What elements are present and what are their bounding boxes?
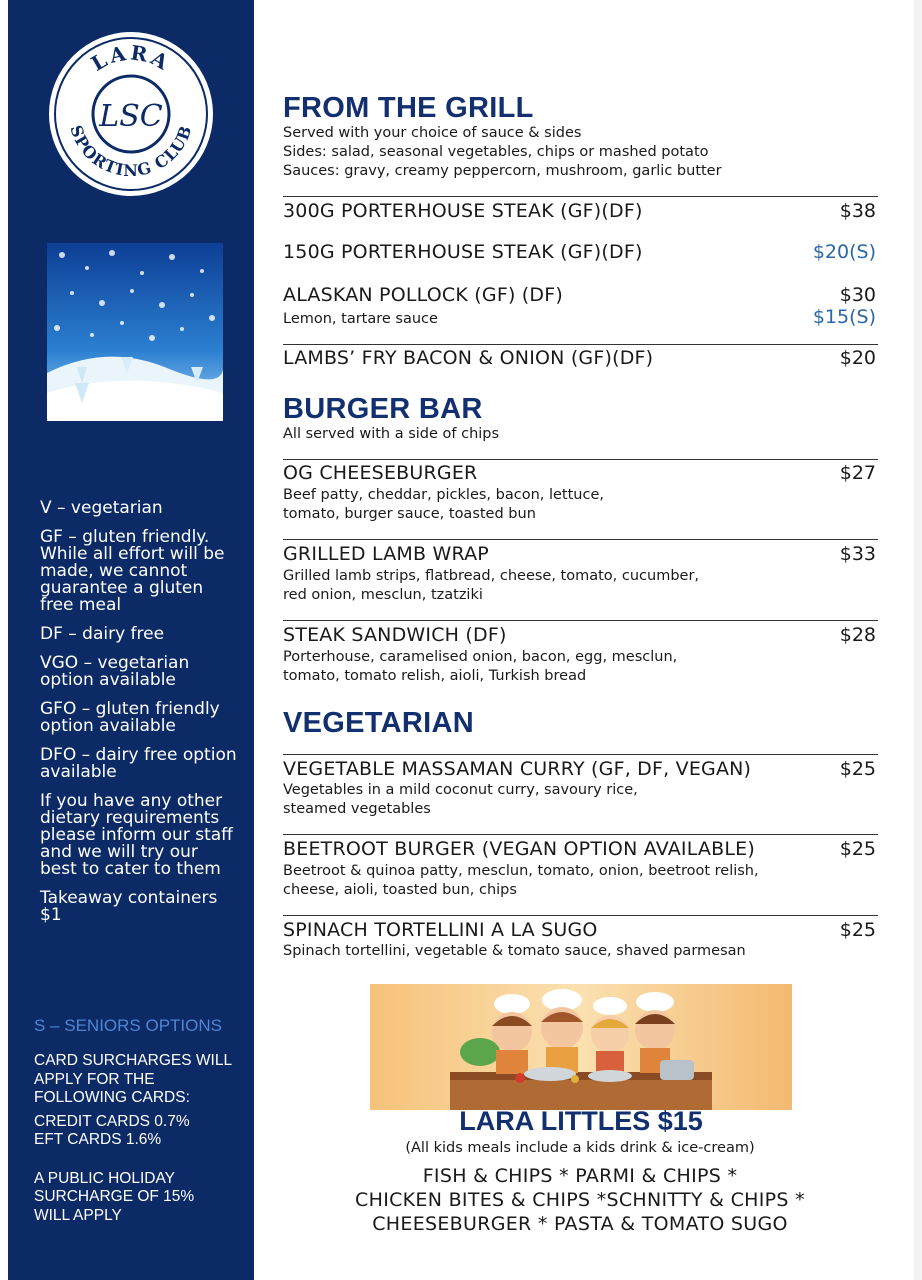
- menu-item-price: $25: [839, 758, 876, 780]
- menu-item-description: Spinach tortellini, vegetable & tomato sauce, shaved parmesan: [283, 943, 746, 959]
- divider: [283, 620, 878, 621]
- legend-item: Takeaway containers $1: [40, 888, 218, 925]
- legend-item: VGO – vegetarian option available: [40, 653, 190, 690]
- divider: [283, 344, 878, 345]
- divider: [283, 196, 878, 197]
- legend-item: If you have any other dietary requirements please inform our staff and we will try our best to cater to them: [40, 791, 233, 879]
- surcharge-credit: CREDIT CARDS 0.7%: [34, 1112, 190, 1130]
- kids-menu-line: FISH & CHIPS * PARMI & CHIPS *: [422, 1165, 738, 1187]
- menu-item-name: LAMBS’ FRY BACON & ONION (GF)(DF): [283, 347, 654, 369]
- menu-item-name: BEETROOT BURGER (VEGAN OPTION AVAILABLE): [283, 838, 755, 860]
- divider: [283, 915, 878, 916]
- seniors-options-note: S – SENIORS OPTIONS: [34, 1016, 222, 1035]
- burger-sub: All served with a side of chips: [283, 426, 500, 442]
- kids-menu-title: LARA LITTLES $15: [459, 1106, 703, 1136]
- menu-item-description: Beef patty, cheddar, pickles, bacon, lettuce,: [283, 487, 604, 503]
- divider: [283, 754, 878, 755]
- page-edge: [914, 0, 922, 1280]
- menu-item-description: Porterhouse, caramelised onion, bacon, egg, mesclun,: [283, 649, 678, 665]
- kids-menu-line: CHEESEBURGER * PASTA & TOMATO SUGO: [372, 1213, 788, 1235]
- menu-item-description: tomato, burger sauce, toasted bun: [283, 506, 536, 522]
- surcharge-eft: EFT CARDS 1.6%: [34, 1131, 162, 1148]
- kids-menu-note: (All kids meals include a kids drink & ice-cream): [405, 1140, 755, 1156]
- section-title-grill: FROM THE GRILL: [283, 92, 534, 124]
- section-title-vegetarian: VEGETARIAN: [283, 707, 474, 739]
- menu-item-description: red onion, mesclun, tzatziki: [283, 587, 483, 603]
- logo-top-text: LARA: [87, 40, 175, 76]
- grill-sub-serve: Served with your choice of sauce & sides: [283, 125, 582, 141]
- surcharge-notice: [34, 1052, 234, 1230]
- menu-item-name: OG CHEESEBURGER: [283, 462, 478, 484]
- grill-sub-sides: Sides: salad, seasonal vegetables, chips or mashed potato: [283, 144, 709, 160]
- menu-item-name: GRILLED LAMB WRAP: [283, 543, 489, 565]
- menu-item-name: SPINACH TORTELLINI A LA SUGO: [283, 919, 598, 941]
- menu-item-name: VEGETABLE MASSAMAN CURRY (GF, DF, VEGAN): [283, 758, 752, 780]
- winter-scene-image: [47, 243, 223, 421]
- divider: [283, 459, 878, 460]
- legend-item: DFO – dairy free option available: [40, 745, 237, 782]
- menu-item-name: 300G PORTERHOUSE STEAK (GF)(DF): [283, 200, 643, 222]
- surcharge-holiday: A PUBLIC HOLIDAY SURCHARGE OF 15% WILL APPLY: [34, 1169, 195, 1224]
- legend-item: DF – dairy free: [40, 624, 165, 644]
- menu-item-name: ALASKAN POLLOCK (GF) (DF): [283, 284, 563, 306]
- legend-item: V – vegetarian: [40, 498, 163, 518]
- menu-item-price: $20: [839, 347, 876, 369]
- menu-item-description: steamed vegetables: [283, 801, 431, 817]
- menu-item-price: $38: [839, 200, 876, 222]
- club-logo: [47, 30, 215, 198]
- menu-item-description: cheese, aioli, toasted bun, chips: [283, 882, 517, 898]
- dietary-legend: [40, 500, 240, 936]
- section-title-burger: BURGER BAR: [283, 393, 483, 425]
- menu-item-description: tomato, tomato relish, aioli, Turkish bread: [283, 668, 587, 684]
- surcharge-heading: CARD SURCHARGES WILL APPLY FOR THE FOLLOWING CARDS:: [34, 1052, 232, 1106]
- grill-sub-sauces: Sauces: gravy, creamy peppercorn, mushroom, garlic butter: [283, 163, 722, 179]
- menu-item-description: Grilled lamb strips, flatbread, cheese, tomato, cucumber,: [283, 568, 700, 584]
- divider: [283, 539, 878, 540]
- menu-item-seniors-price: $20(S): [812, 241, 876, 263]
- menu-item-price: $30: [839, 284, 876, 306]
- menu-item-price: $33: [839, 543, 876, 565]
- logo-bottom-text: SPORTING CLUB: [66, 122, 196, 180]
- kids-chefs-image: [370, 984, 792, 1110]
- legend-item: GFO – gluten friendly option available: [40, 699, 220, 736]
- menu-item-description: Beetroot & quinoa patty, mesclun, tomato, onion, beetroot relish,: [283, 863, 759, 879]
- kids-menu-line: CHICKEN BITES & CHIPS *SCHNITTY & CHIPS *: [355, 1189, 805, 1211]
- menu-item-seniors-price: $15(S): [812, 306, 876, 328]
- menu-item-description: Vegetables in a mild coconut curry, savoury rice,: [283, 782, 638, 798]
- menu-item-price: $25: [839, 919, 876, 941]
- menu-item-description: Lemon, tartare sauce: [283, 311, 438, 327]
- menu-item-price: $28: [839, 624, 876, 646]
- logo-monogram: LSC: [99, 99, 163, 134]
- divider: [283, 834, 878, 835]
- menu-item-name: STEAK SANDWICH (DF): [283, 624, 507, 646]
- legend-item: GF – gluten friendly. While all effort will be made, we cannot guarantee a gluten free meal: [40, 527, 225, 615]
- menu-item-price: $27: [839, 462, 876, 484]
- menu-item-price: $25: [839, 838, 876, 860]
- menu-item-name: 150G PORTERHOUSE STEAK (GF)(DF): [283, 241, 643, 263]
